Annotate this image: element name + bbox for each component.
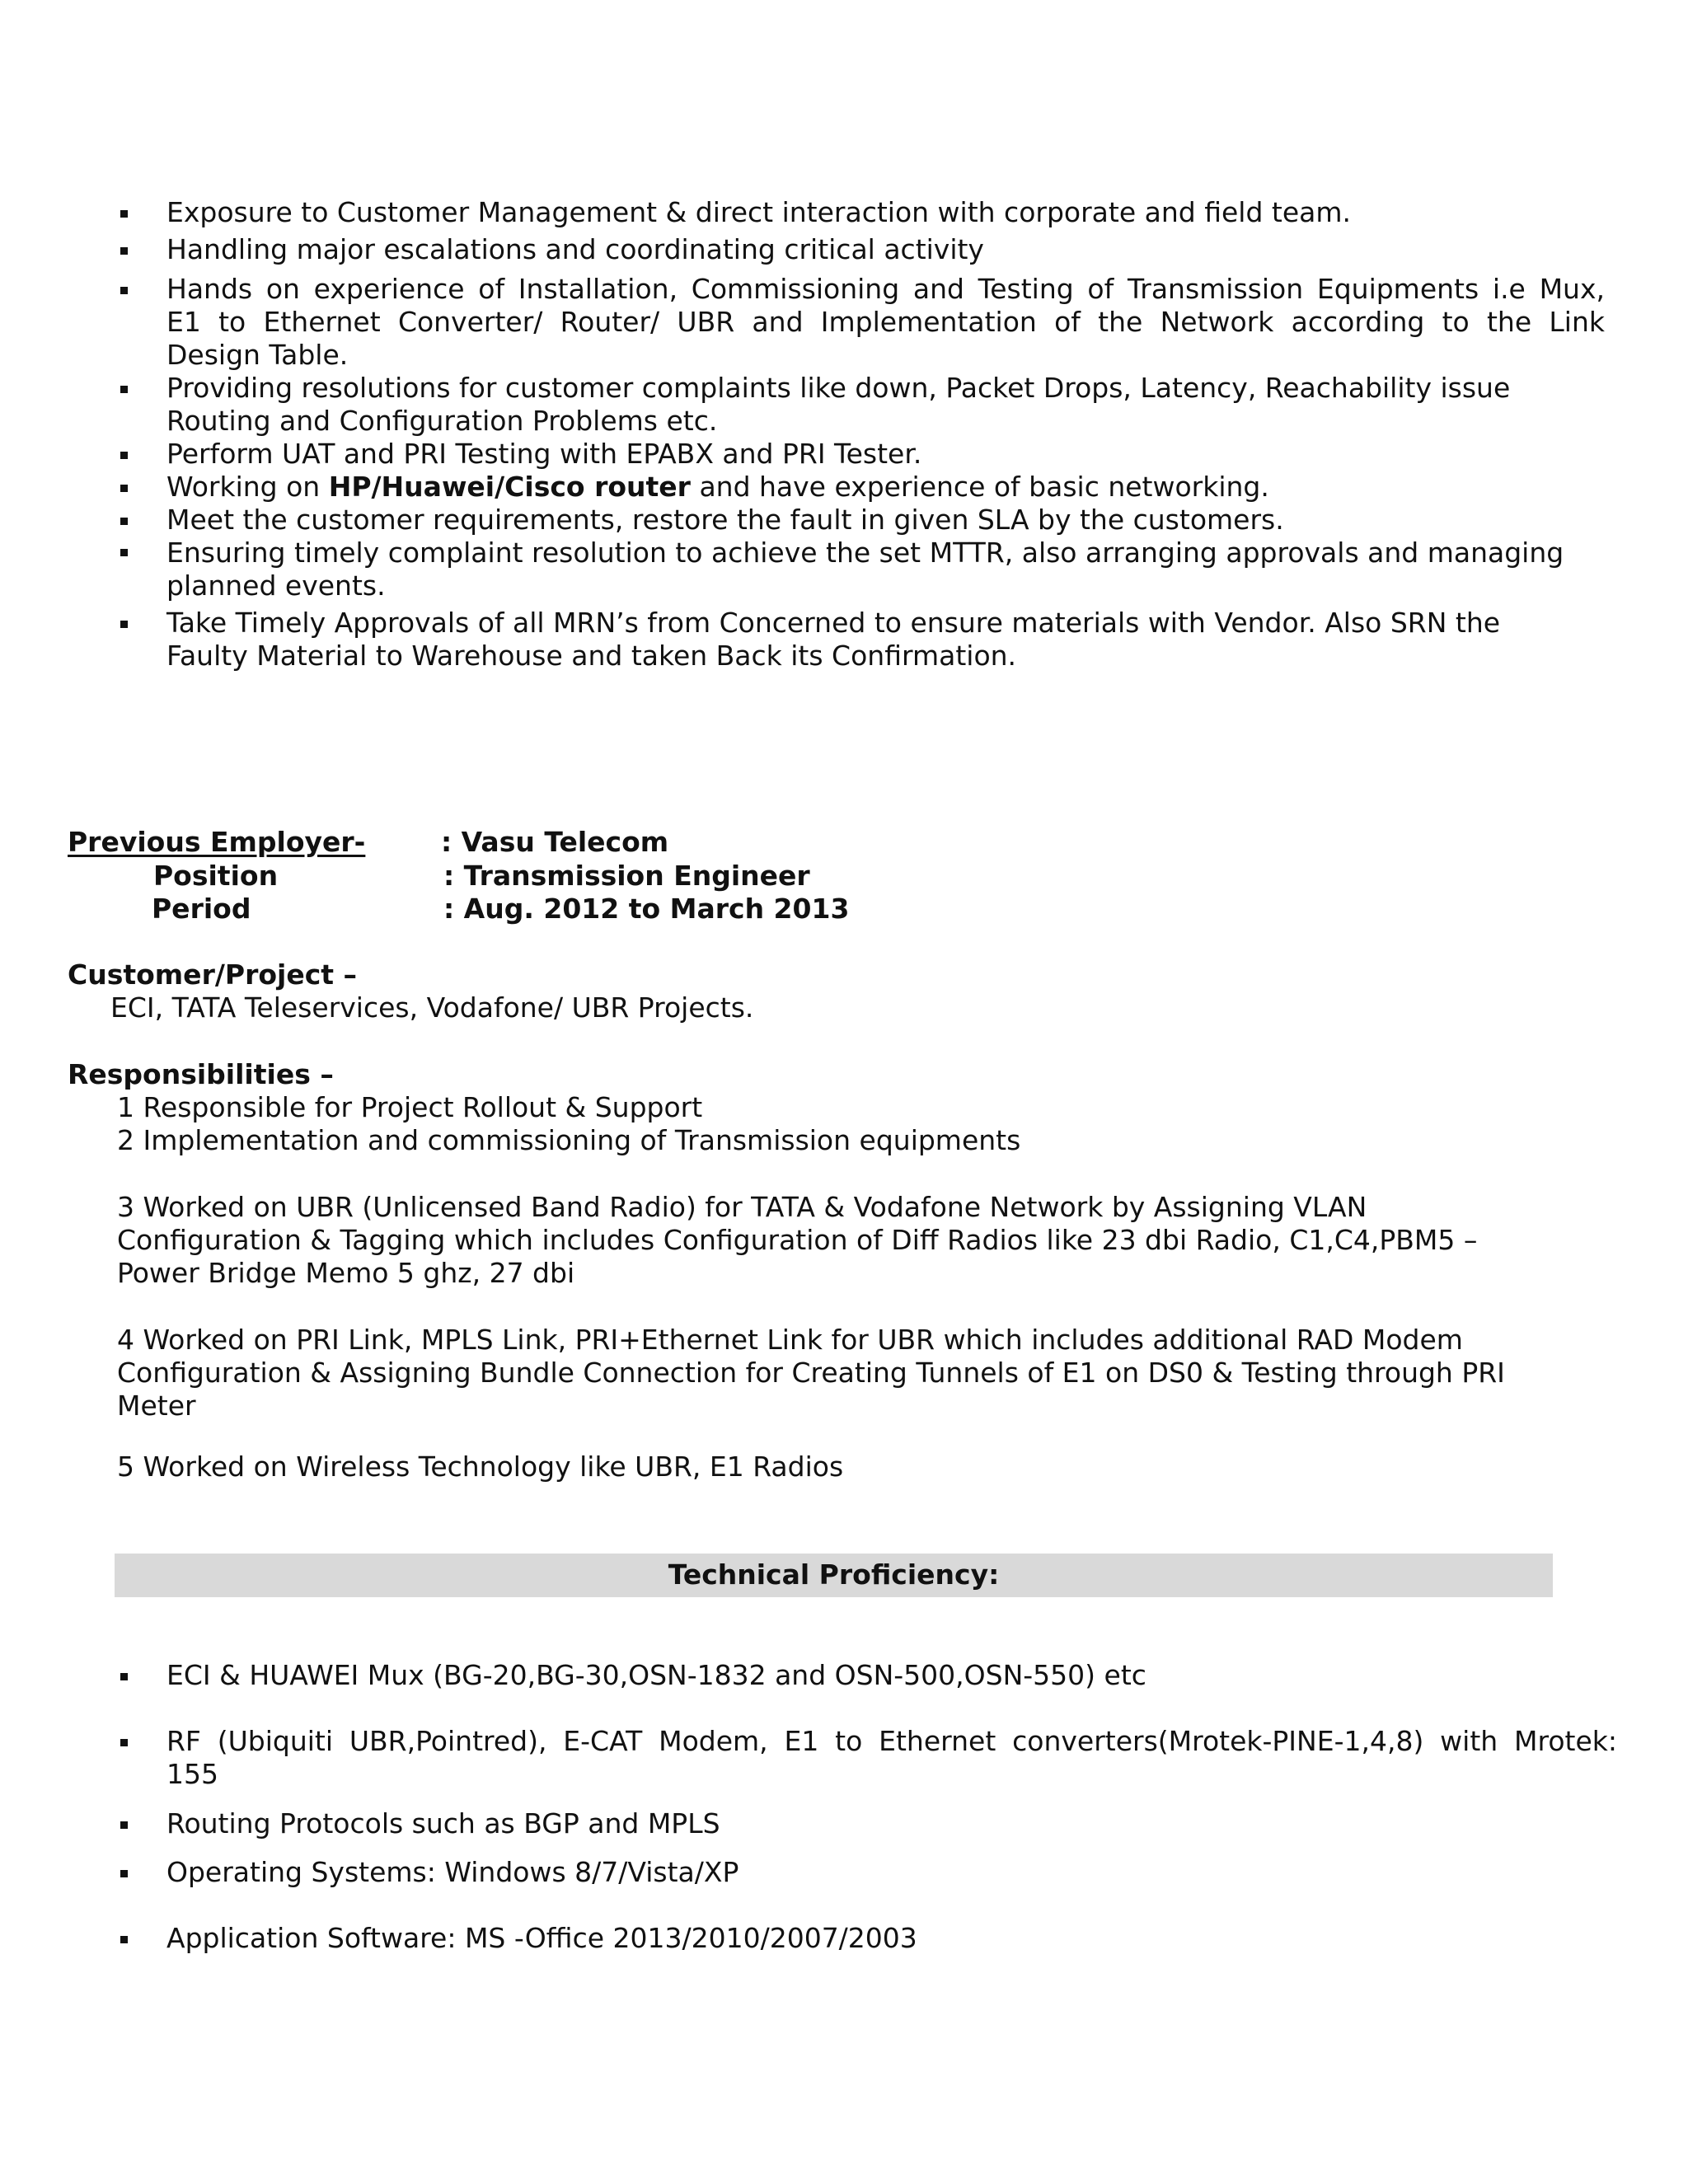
bullet-icon xyxy=(120,621,128,628)
responsibilities-heading: Responsibilities – xyxy=(68,1058,334,1090)
technical-proficiency-heading: Technical Proficiency: xyxy=(668,1558,1000,1591)
customer-project-text: ECI, TATA Teleservices, Vodafone/ UBR Projects. xyxy=(110,991,754,1024)
bullet-icon xyxy=(120,518,128,525)
responsibility-line: 2 Implementation and commissioning of Transmission equipments xyxy=(117,1124,1021,1156)
bullet-icon xyxy=(120,210,128,218)
bullet-icon xyxy=(120,247,128,255)
bullet-icon xyxy=(120,1870,128,1877)
position-label: Position xyxy=(153,860,279,892)
bullet-icon xyxy=(120,1936,128,1943)
technical-proficiency-band xyxy=(115,1554,1553,1597)
bullet-icon xyxy=(120,386,128,393)
position-value: : Transmission Engineer xyxy=(443,860,810,892)
bullet-icon xyxy=(120,549,128,556)
responsibility-line: Meter xyxy=(117,1390,196,1422)
bullet-icon xyxy=(120,1739,128,1746)
responsibility-line: Configuration & Tagging which includes Configuration of Diff Radios like 23 dbi Radio, C1,C4,PBM5 – xyxy=(117,1224,1478,1256)
responsibility-line: 3 Worked on UBR (Unlicensed Band Radio) for TATA & Vodafone Network by Assigning VLAN xyxy=(117,1191,1367,1223)
bullet-icon xyxy=(120,287,128,294)
responsibility-line: 1 Responsible for Project Rollout & Support xyxy=(117,1091,703,1123)
bullet-icon xyxy=(120,485,128,492)
period-label: Period xyxy=(152,893,251,925)
period-value: : Aug. 2012 to March 2013 xyxy=(443,893,850,925)
bullet-icon xyxy=(120,452,128,459)
bullet-icon xyxy=(120,1821,128,1829)
responsibility-line: Power Bridge Memo 5 ghz, 27 dbi xyxy=(117,1257,575,1289)
bullet-icon xyxy=(120,1673,128,1680)
responsibility-line: 4 Worked on PRI Link, MPLS Link, PRI+Ethernet Link for UBR which includes additional RAD Modem xyxy=(117,1324,1463,1356)
router-brands: HP/Huawei/Cisco router xyxy=(328,471,691,503)
previous-employer-label: Previous Employer- xyxy=(68,826,366,858)
responsibility-line: 5 Worked on Wireless Technology like UBR, E1 Radios xyxy=(117,1451,844,1483)
customer-project-heading: Customer/Project – xyxy=(68,958,358,991)
previous-employer-value: : Vasu Telecom xyxy=(441,826,669,858)
responsibility-line: Configuration & Assigning Bundle Connection for Creating Tunnels of E1 on DS0 & Testing through PRI xyxy=(117,1357,1505,1389)
